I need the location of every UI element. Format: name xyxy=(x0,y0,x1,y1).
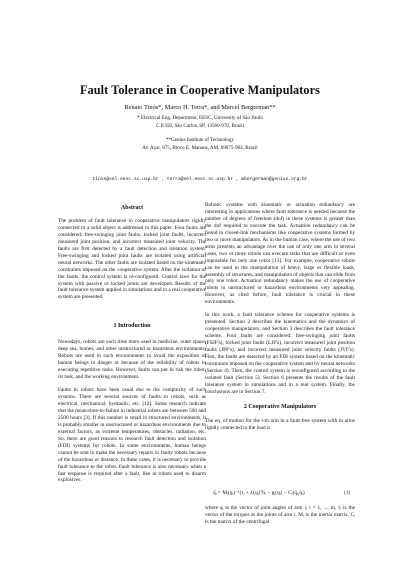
equation-number: (1) xyxy=(344,490,351,496)
affiliation-line: * Electrical Eng. Department, EESC, University of São Paulo xyxy=(137,115,263,121)
equation-1: q̈ᵢ = Mᵢ(qᵢ)⁻¹(τᵢ + Jᵢ(qᵢ)ᵀhᵢ − gᵢ(qᵢ) − Cᵢ(qᵢ,q̇ᵢ) xyxy=(213,490,305,496)
author-list: Renato Tinós*, Marco H. Terra*, and Marcel Bergerman** xyxy=(124,104,276,111)
right-column-continued xyxy=(205,505,355,526)
body-paragraph: The eq. of motion for the i-th arm in a fault-free system with m arms rigidly connected to the load is xyxy=(205,417,355,431)
body-paragraph: where qᵢ is the vector of joint angles of arm i, i = 1, ..., m, τᵢ is the vector of the torques at the joints of arm i, Mᵢ is the inertia matrix, Cᵢ is the matrix of the centrifugal xyxy=(205,505,355,525)
abstract-heading: Abstract xyxy=(120,205,144,211)
body-paragraph: In this work, a fault tolerance scheme for cooperative systems is presented. Section 2 describes the kinematics and the dynamics of cooperative manipulators, and Section 3 describes the fault tolerance scheme. Four faults are considered: free-swinging joint faults (FSJF's), locked joint faults (LJF's), incorrect measured joint position faults (JPF's), and incorrect measured joint velocity faults (JVF's). First, the faults are detected by an FDI system based on the kinematic constraints imposed on the cooperative system and by neural networks (Section 4). Then, the control system is reconfigured according to the isolated fault (Section 5). Section 6 presents the results of the fault tolerance system in simulations and in a real system. Finally, the conclusions are in Section 7. xyxy=(205,312,355,395)
body-paragraph: Robotic systems with kinematic or actuation redundancy are interesting in applications where fault tolerance is needed because the number of degrees of freedom (dof) in these systems is greater than the dof required to execute the task. Actuation redundancy can be found in closed-link mechanisms like cooperative systems formed by two or more manipulators. As in the human case, where the use of two arms presents an advantage over the use of only one arm in several cases, two or more robots can execute tasks that are difficult or even impossible for only one robot [13]. For example, cooperative robots can be used in the manipulation of heavy, large or flexible loads, assembly of structures, and manipulation of objects that can slide from only one robot. Actuation redundancy makes the use of cooperative robots in unstructured or hazardous environments very appealing. However, as cited before, fault tolerance is crucial in these environments. xyxy=(205,202,355,306)
section-heading: 2 Cooperative Manipulators xyxy=(243,403,317,410)
introduction-paragraph: Nowadays, robots are each time more used in medicine, outer space, deep sea, homes, and other unstructured or hazardous environments. Robots are used in such environments to avoid the exposition of human beings to danger or because of the reliability of robots in executing repetitive tasks. However, faults can put in risk the robot, its task, and the working environment. xyxy=(58,339,206,381)
affiliation-line: **Genius Institute of Technology xyxy=(165,137,235,143)
author-emails: tinos@sel.eesc.sc.usp.br , terra@sel.eesc.sc.usp.br , mbergerman@genius.org.br xyxy=(92,177,308,182)
affiliation-line: C.P.359, São Carlos, SP, 13560-970, Brazil xyxy=(156,123,244,129)
right-column xyxy=(205,202,355,432)
left-column xyxy=(58,205,206,484)
affiliation-line: Av. Açaí, 875, Bloco E, Manaus, AM, 69075-904, Brazil xyxy=(142,145,258,151)
abstract-text: The problem of fault tolerance in cooperative manipulators rigidly connected to a solid object is addressed in this paper. Four faults are considered: free-swinging joint faults, locked joint faults, incorrect measured joint position, and incorrect measured joint velocity. The faults are first detected by a fault detection and isolation system. Free-swinging and locked joint faults are isolated using artificial neural networks. The other faults are isolated based on the kinematic constraints imposed on the cooperative system. After the isolation of the faults, the control system is re-configured. Control laws for the system with passive or locked joints are developed. Results of the fault tolerance system applied in simulations and in a real cooperative system are presented. xyxy=(58,217,206,301)
paper-title: Fault Tolerance in Cooperative Manipulators xyxy=(80,83,320,97)
introduction-paragraph: Faults in robots have been usual due to the complexity of such systems. There are several sources of faults in robots, such as electrical, mechanical, hydraulic, etc. [12]. Some research indicate that the mean-time-to-failure in industrial robots are between 500 and 2500 hours [3]. If this number is small in structured environments, it is probably smaller in unstructured or hazardous environments due to external factors, as extreme temperatures, obstacles, radiation, etc. So, there are good reasons to research fault detection and isolation (FDI) systems for robots. In some environments, human beings cannot be sent to make the necessary repairs in faulty robots because of the hazardous or distance. In these cases, it is necessary to provide fault tolerance to the robot. Fault tolerance is also necessary when a fast response is required after a fault, like in robots used to disarm explosives. xyxy=(58,387,206,484)
introduction-heading: 1 Introduction xyxy=(113,323,151,330)
